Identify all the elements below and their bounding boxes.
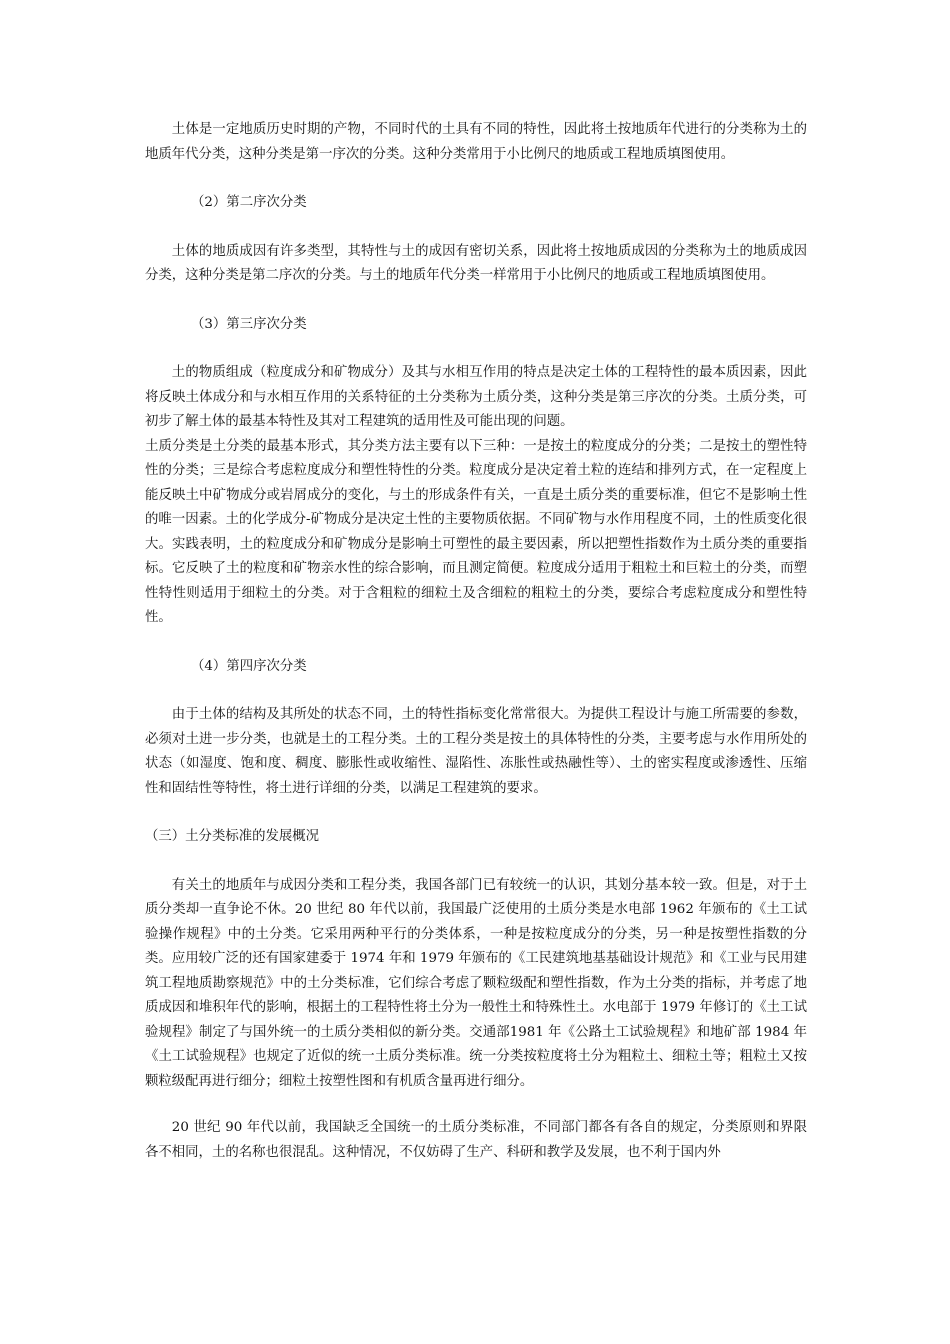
spacer bbox=[145, 801, 807, 825]
paragraph-third-order: 土的物质组成（粒度成分和矿物成分）及其与水相互作用的特点是决定土体的工程特性的最本质因素，因此将反映土体成分和与水相互作用的关系特征的土分类称为土质分类，这种分类是第三序次的分类。土质分类，可初步了解土体的最基本特性及其对工程建筑的适用性及可能出现的问题。 bbox=[145, 365, 807, 429]
paragraph-soil-quality-classification: 土质分类是土分类的最基本形式，其分类方法主要有以下三种：一是按土的粒度成分的分类；二是按土的塑性特性的分类；三是综合考虑粒度成分和塑性特性的分类。粒度成分是决定着土粒的连结和排列方式，在一定程度上能反映土中矿物成分或岩屑成分的变化，与土的形成条件有关，一直是土质分类的重要标准，但它不是影响土性的唯一因素。土的化学成分-矿物成分是决定土性的主要物质依据。不同矿物与水作用程度不同，土的性质变化很大。实践表明，土的粒度成分和矿物成分是影响土可塑性的最主要因素，所以把塑性指数作为土质分类的重要指标。它反映了土的粒度和矿物亲水性的综合影响，而且测定简便。粒度成分适用于粗粒土和巨粒土的分类，而塑性特性则适用于细粒土的分类。对于含粗粒的细粒土及含细粒的粗粒土的分类，要综合考虑粒度成分和塑性特性。 bbox=[145, 438, 807, 625]
paragraph-standards-history: 有关土的地质年与成因分类和工程分类，我国各部门已有较统一的认识，其划分基本较一致。但是，对于土质分类却一直争论不休。20 世纪 80 年代以前，我国最广泛使用的土质分类是水电部 1962 年颁布的《土工试验操作规程》中的土分类。它采用两种平行的分类体系，一种是按粒度成分的分类，另一种是按塑性指数的分类。应用较广泛的还有国家建委于 1974 年和 1979 年颁布的《工民建筑地基基础设计规范》和《工业与民用建筑工程地质勘察规范》中的土分类标准，它们综合考虑了颗粒级配和塑性指数，作为土分类的指标，并考虑了地质成因和堆积年代的影响，根据土的工程特性将土分为一般性土和特殊性土。水电部于 1979 年修订的《土工试验规程》制定了与国外统一的土质分类相似的新分类。交通部1981 年《公路土工试验规程》和地矿部 1984 年《土工试验规程》也规定了近似的统一土质分类标准。统一分类按粒度将土分为粗粒土、细粒土等；粗粒土又按颗粒级配再进行细分；细粒土按塑性图和有机质含量再进行细分。 bbox=[145, 877, 807, 1089]
paragraph-fourth-order: 由于土体的结构及其所处的状态不同，土的特性指标变化常常很大。为提供工程设计与施工所需要的参数，必须对土进一步分类，也就是土的工程分类。土的工程分类是按土的具体特性的分类，主要考虑与水作用所处的状态（如湿度、饱和度、稠度、膨胀性或收缩性、湿陷性、冻胀性或热融性等）、土的密实程度或渗透性、压缩性和固结性等特性，将土进行详细的分类，以满足工程建筑的要求。 bbox=[145, 707, 807, 796]
spacer bbox=[145, 1094, 807, 1116]
paragraph-second-order: 土体的地质成因有许多类型，其特性与土的成因有密切关系，因此将土按地质成因的分类称为土的地质成因分类，这种分类是第二序次的分类。与土的地质年代分类一样常用于小比例尺的地质或工程地质填图使用。 bbox=[145, 243, 807, 283]
heading-standards-development: （三）土分类标准的发展概况 bbox=[145, 829, 320, 844]
heading-fourth-order: （4）第四序次分类 bbox=[191, 658, 307, 674]
spacer bbox=[145, 289, 807, 313]
spacer bbox=[145, 167, 807, 191]
heading-third-order: （3）第三序次分类 bbox=[191, 316, 307, 332]
document-page bbox=[145, 118, 807, 1165]
spacer bbox=[145, 337, 807, 361]
paragraph-first-order: 土体是一定地质历史时期的产物，不同时代的土具有不同的特性，因此将土按地质年代进行的分类称为土的地质年代分类，这种分类是第一序次的分类。这种分类常用于小比例尺的地质或工程地质填图使用。 bbox=[145, 122, 807, 162]
spacer bbox=[145, 631, 807, 655]
spacer bbox=[145, 216, 807, 240]
heading-second-order: （2）第二序次分类 bbox=[191, 195, 307, 210]
spacer bbox=[145, 850, 807, 874]
spacer bbox=[145, 679, 807, 703]
paragraph-before-1990s: 20 世纪 90 年代以前，我国缺乏全国统一的土质分类标准，不同部门都各有各自的规定，分类原则和界限各不相同，土的名称也很混乱。这种情况，不仅妨碍了生产、科研和教学及发展，也不利于国内外 bbox=[145, 1120, 807, 1160]
